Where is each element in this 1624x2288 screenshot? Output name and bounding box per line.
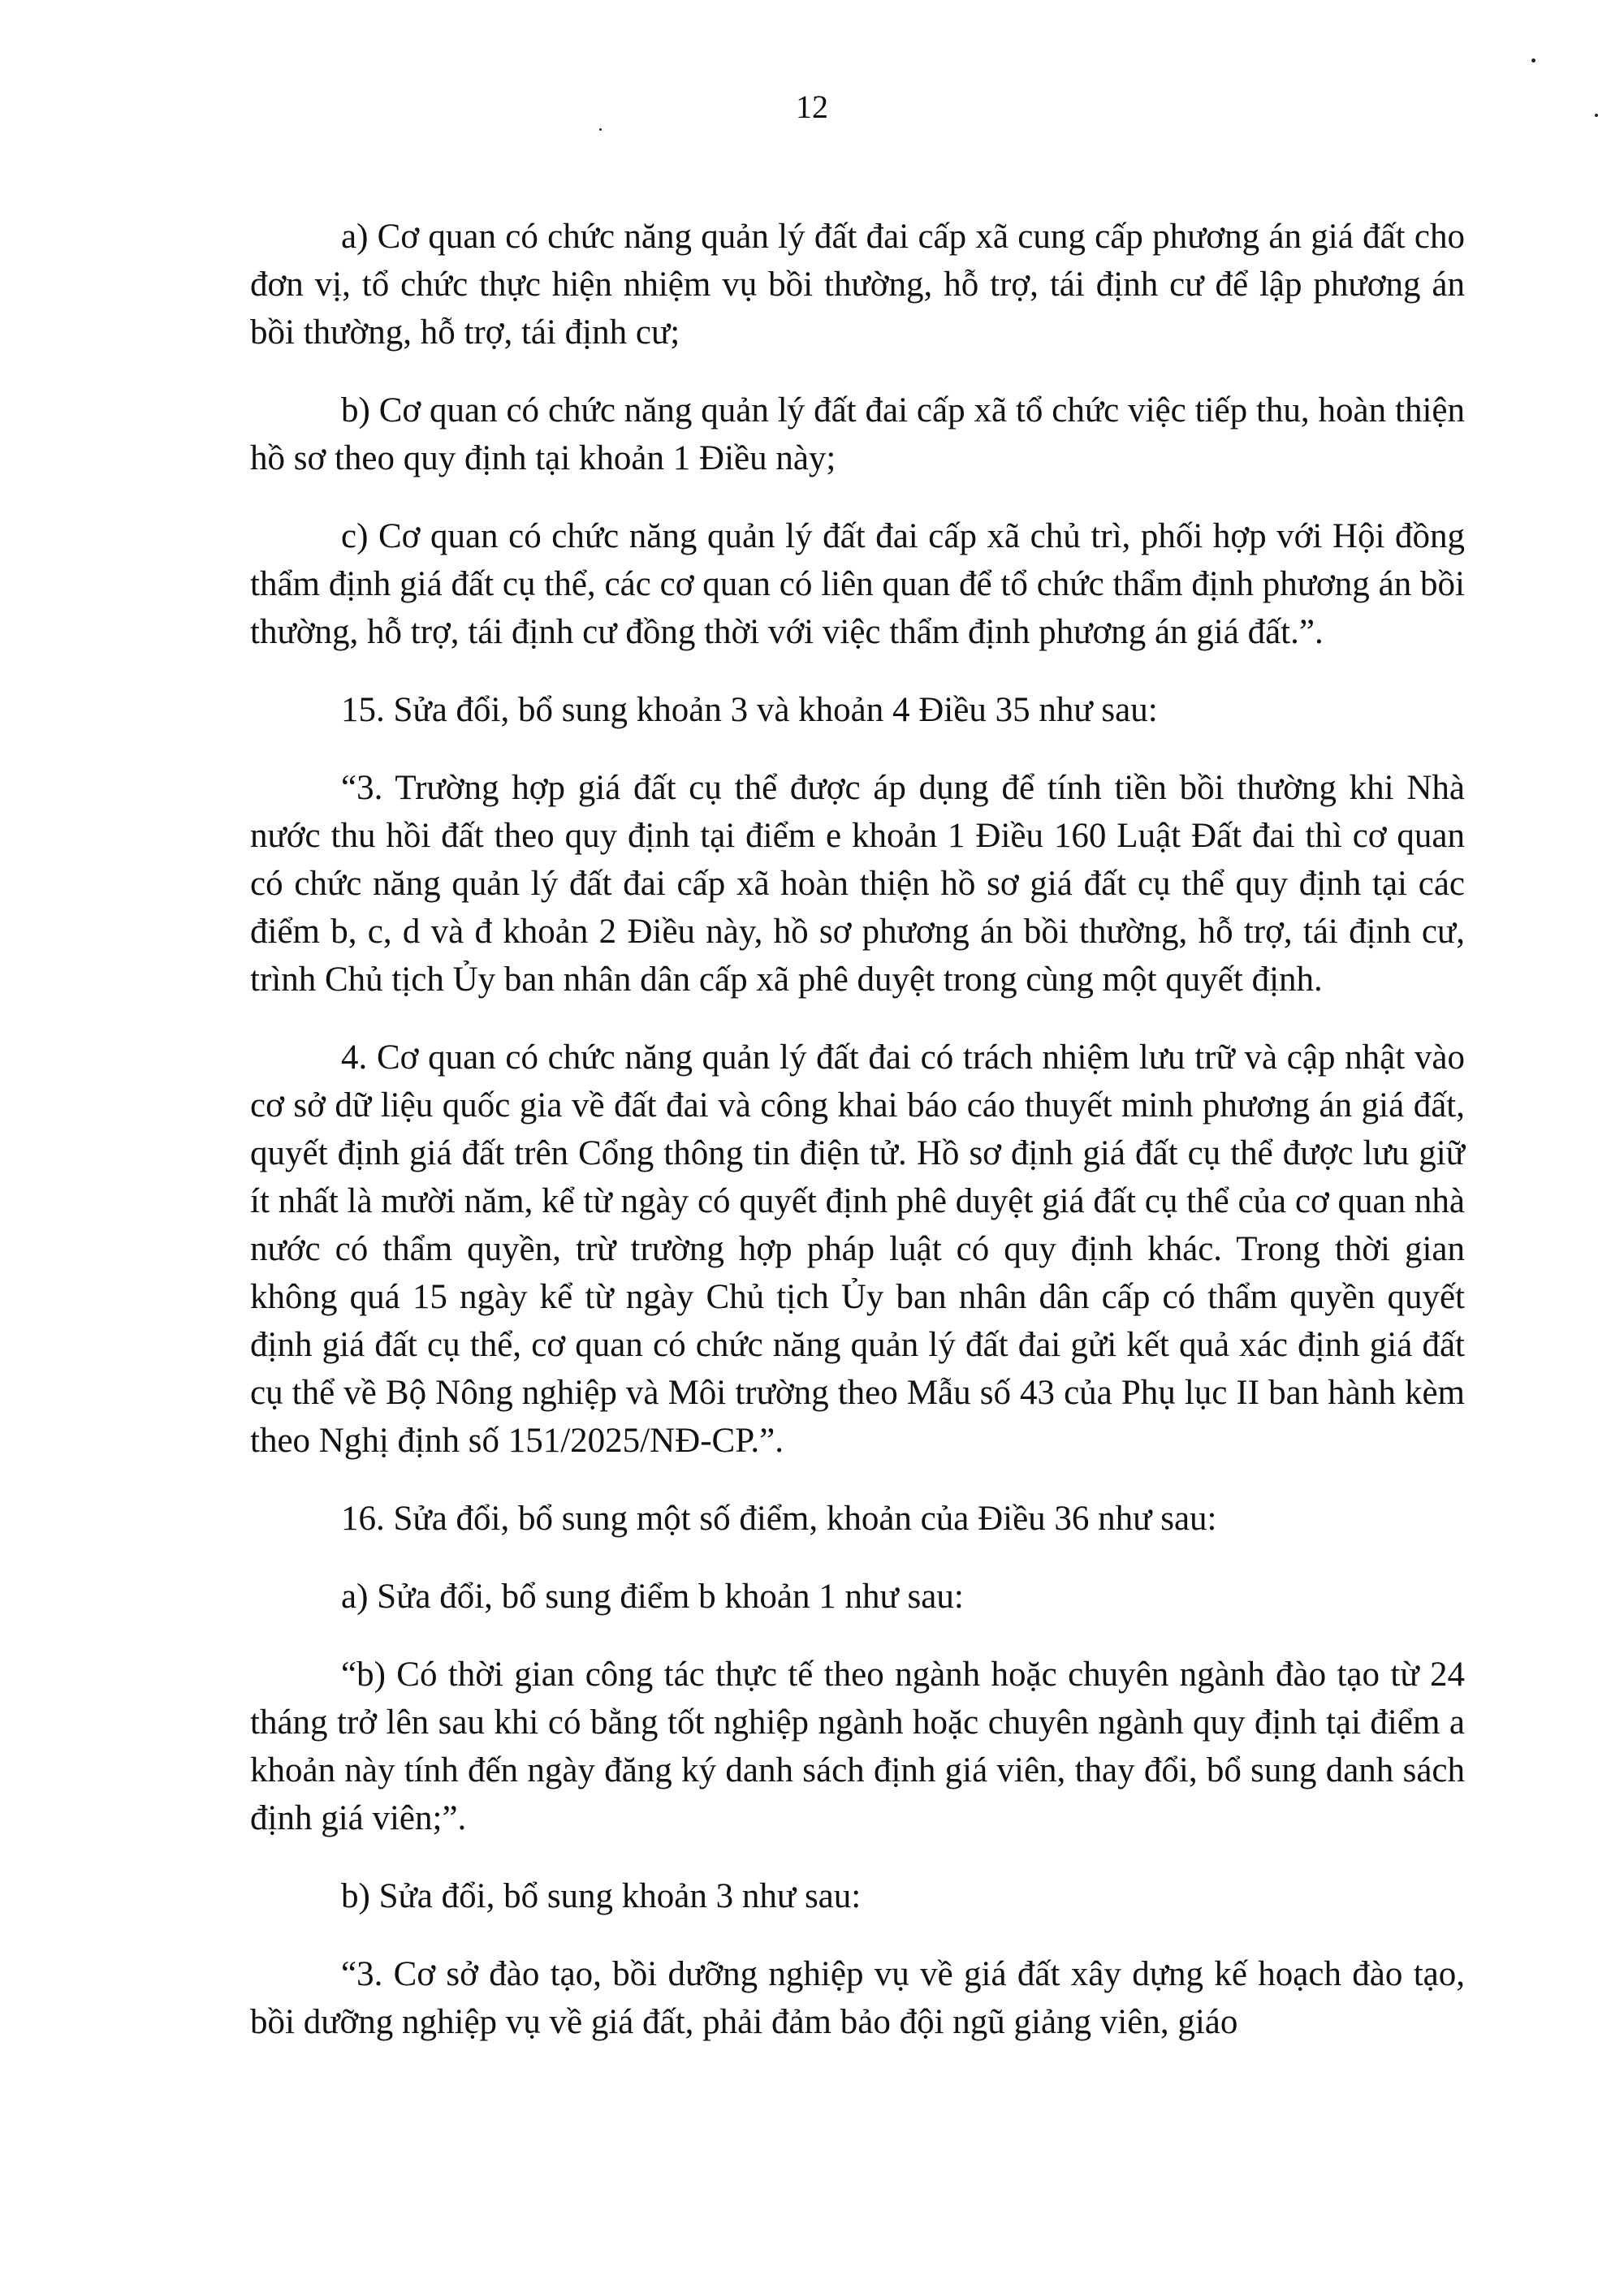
paragraph-amend-a: a) Sửa đổi, bổ sung điểm b khoản 1 như sau:: [341, 1578, 964, 1616]
paragraph-clause-3: “3. Trường hợp giá đất cụ thể được áp dụng để tính tiền bồi thường khi Nhà nước thu hồi đất theo quy định tại điểm e khoản 1 Điều 160 Luật Đất đai thì cơ quan có chức năng quản lý đất đai cấp xã hoàn thiện hồ sơ giá đất cụ thể quy định tại các điểm b, c, d và đ khoản 2 Điều này, hồ sơ phương án bồi thường, hỗ trợ, tái định cư, trình Chủ tịch Ủy ban nhân dân cấp xã phê duyệt trong cùng một quyết định.: [250, 769, 1465, 999]
paragraph-item-16: 16. Sửa đổi, bổ sung một số điểm, khoản của Điều 36 như sau:: [341, 1500, 1217, 1538]
scan-speck: [1595, 114, 1598, 117]
paragraph-c: c) Cơ quan có chức năng quản lý đất đai cấp xã chủ trì, phối hợp với Hội đồng thẩm định giá đất cụ thể, các cơ quan có liên quan để tổ chức thẩm định phương án bồi thường, hỗ trợ, tái định cư đồng thời với việc thẩm định phương án giá đất.”.: [250, 517, 1465, 651]
page-number: 12: [796, 88, 828, 125]
document-body: [250, 213, 1465, 2076]
paragraph-clause-4: 4. Cơ quan có chức năng quản lý đất đai có trách nhiệm lưu trữ và cập nhật vào cơ sở dữ liệu quốc gia về đất đai và công khai báo cáo thuyết minh phương án giá đất, quyết định giá đất trên Cổng thông tin điện tử. Hồ sơ định giá đất cụ thể được lưu giữ ít nhất là mười năm, kể từ ngày có quyết định phê duyệt giá đất cụ thể của cơ quan nhà nước có thẩm quyền, trừ trường hợp pháp luật có quy định khác. Trong thời gian không quá 15 ngày kể từ ngày Chủ tịch Ủy ban nhân dân cấp có thẩm quyền quyết định giá đất cụ thể, cơ quan có chức năng quản lý đất đai gửi kết quả xác định giá đất cụ thể về Bộ Nông nghiệp và Môi trường theo Mẫu số 43 của Phụ lục II ban hành kèm theo Nghị định số 151/2025/NĐ-CP.”.: [250, 1038, 1465, 1460]
scan-speck: [599, 128, 602, 131]
scan-speck: [1531, 58, 1535, 63]
paragraph-amend-b: b) Sửa đổi, bổ sung khoản 3 như sau:: [341, 1877, 862, 1915]
paragraph-quote-3: “3. Cơ sở đào tạo, bồi dưỡng nghiệp vụ về giá đất xây dựng kế hoạch đào tạo, bồi dưỡng nghiệp vụ về giá đất, phải đảm bảo đội ngũ giảng viên, giáo: [250, 1955, 1465, 2041]
paragraph-b: b) Cơ quan có chức năng quản lý đất đai cấp xã tổ chức việc tiếp thu, hoàn thiện hồ sơ theo quy định tại khoản 1 Điều này;: [250, 391, 1465, 477]
paragraph-quote-b: “b) Có thời gian công tác thực tế theo ngành hoặc chuyên ngành đào tạo từ 24 tháng trở lên sau khi có bằng tốt nghiệp ngành hoặc chuyên ngành quy định tại điểm a khoản này tính đến ngày đăng ký danh sách định giá viên, thay đổi, bổ sung danh sách định giá viên;”.: [250, 1656, 1465, 1837]
paragraph-item-15: 15. Sửa đổi, bổ sung khoản 3 và khoản 4 Điều 35 như sau:: [341, 691, 1158, 729]
paragraph-a: a) Cơ quan có chức năng quản lý đất đai cấp xã cung cấp phương án giá đất cho đơn vị, tổ chức thực hiện nhiệm vụ bồi thường, hỗ trợ, tái định cư để lập phương án bồi thường, hỗ trợ, tái định cư;: [250, 218, 1465, 352]
